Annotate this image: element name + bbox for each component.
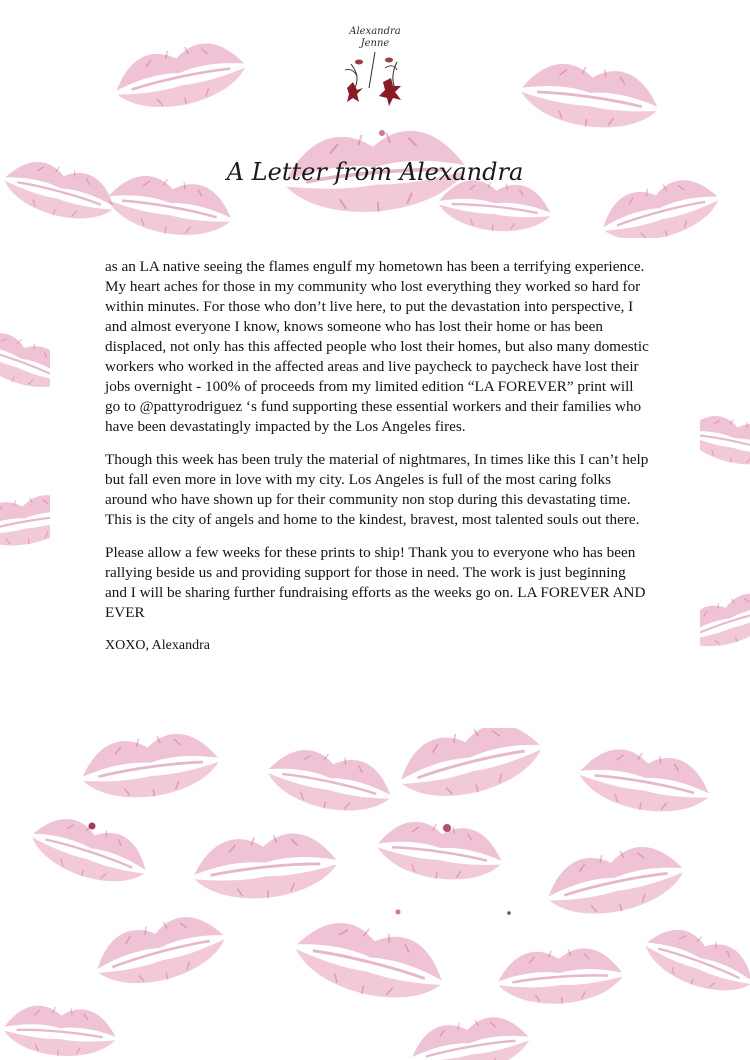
kiss-mark: [375, 817, 505, 888]
kiss-mark: [263, 743, 396, 822]
letter-body: [105, 257, 650, 669]
letter-paragraph-1: as an LA native seeing the flames engulf my hometown has been a terrifying experience. My heart aches for those in my community who lost everything they worked so hard for within minutes. For those who don’t live here, to put the devastation into perspective, I and almost everyone I know, knows someone who has lost their home or has been displaced, not only has this affected people who lost their homes, but also many domestic workers who worked in the affected areas and live paycheck to paycheck have lost their jobs overnight - 100% of proceeds from my limited edition “LA FOREVER” print will go to @pattyrodriguez ‘s fund supporting these essential workers and their families who have been devastatingly impacted by the Los Angeles fires.: [105, 258, 649, 435]
ink-speck: [507, 911, 511, 915]
page-title: A Letter from Alexandra: [226, 158, 524, 186]
letter-paragraph-3: Please allow a few weeks for these prints to ship! Thank you to everyone who has been rallying beside us and providing support for those in need. The work is just beginning and I will be sharing further fundraising efforts as the weeks go on. LA FOREVER AND EVER: [105, 544, 646, 621]
brand-logo: [325, 22, 425, 114]
kiss-mark: [25, 809, 153, 894]
lipstick-speck: [379, 130, 385, 136]
kiss-mark: [191, 829, 339, 906]
kiss-mark: [639, 920, 750, 1004]
kiss-mark: [408, 1011, 533, 1060]
kiss-mark: [576, 743, 714, 821]
lipstick-speck: [443, 824, 451, 832]
logo-line-1: Alexandra: [349, 26, 401, 37]
kiss-mark: [2, 1003, 117, 1060]
kiss-mark: [111, 36, 250, 119]
lipstick-speck: [89, 823, 96, 830]
letter-paragraph-2: Though this week has been truly the material of nightmares, In times like this I can’t help but fall even more in love with my city. Los Angeles is full of the most caring folks around who have shown up for their community non stop during this devastating time. This is the city of angels and home to the kindest, bravest, most talented souls out there.: [105, 451, 649, 528]
logo-line-2: Jenne: [360, 38, 390, 49]
kiss-mark: [543, 839, 689, 925]
letter-signoff: XOXO, Alexandra: [105, 638, 210, 653]
kiss-mark: [90, 908, 230, 996]
kiss-mark: [518, 58, 661, 136]
lipstick-speck: [396, 910, 401, 915]
kiss-mark: [496, 946, 623, 1009]
kiss-mark: [79, 728, 222, 806]
kiss-mark: [289, 913, 449, 1012]
kiss-mark: [394, 715, 547, 810]
